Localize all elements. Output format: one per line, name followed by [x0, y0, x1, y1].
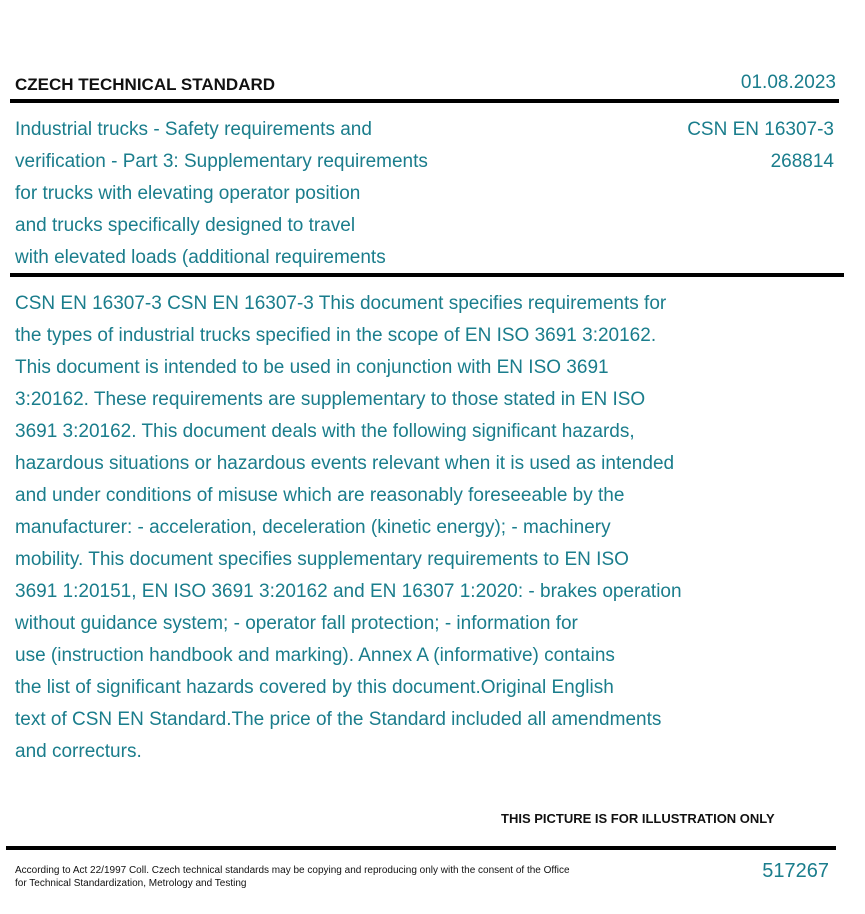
header-divider	[10, 99, 839, 103]
description-line: mobility. This document specifies supplementary requirements to EN ISO	[15, 549, 629, 570]
description-line: hazardous situations or hazardous events relevant when it is used as intended	[15, 453, 675, 474]
document-id: 517267	[762, 860, 829, 882]
title-line: and trucks specifically designed to travel	[15, 215, 356, 236]
description-line: 3:20162. These requirements are supplementary to those stated in EN ISO	[15, 389, 646, 410]
title-line: for trucks with elevating operator position	[15, 183, 361, 204]
description-line: manufacturer: - acceleration, deceleration (kinetic energy); - machinery	[15, 517, 611, 538]
standard-title	[15, 114, 535, 274]
title-line: verification - Part 3: Supplementary requirements	[15, 151, 428, 172]
legal-note	[15, 864, 570, 890]
description-line: without guidance system; - operator fall protection; - information for	[15, 613, 578, 634]
legal-note-line: for Technical Standardization, Metrology and Testing	[15, 878, 247, 889]
description-line: 3691 1:20151, EN ISO 3691 3:20162 and EN 16307 1:2020: - brakes operation	[15, 581, 682, 602]
description-line: use (instruction handbook and marking). Annex A (informative) contains	[15, 645, 615, 666]
title-divider	[10, 273, 844, 277]
illustration-note: THIS PICTURE IS FOR ILLUSTRATION ONLY	[501, 811, 775, 826]
catalog-number: 268814	[770, 151, 834, 172]
standard-description	[15, 288, 815, 768]
description-line: CSN EN 16307-3 CSN EN 16307-3 This document specifies requirements for	[15, 293, 667, 314]
legal-note-line: According to Act 22/1997 Coll. Czech technical standards may be copying and reproducing only with the consent of the Office	[15, 865, 570, 876]
footer-divider	[6, 846, 836, 850]
standard-codes	[687, 114, 834, 178]
description-line: 3691 3:20162. This document deals with the following significant hazards,	[15, 421, 635, 442]
title-line: with elevated loads (additional requirements	[15, 247, 386, 268]
standard-type-label: CZECH TECHNICAL STANDARD	[15, 75, 276, 94]
publication-date: 01.08.2023	[740, 72, 836, 93]
description-line: and correcturs.	[15, 741, 142, 762]
description-line: the list of significant hazards covered by this document.Original English	[15, 677, 614, 698]
description-line: and under conditions of misuse which are reasonably foreseeable by the	[15, 485, 625, 506]
description-line: the types of industrial trucks specified in the scope of EN ISO 3691 3:20162.	[15, 325, 657, 346]
standard-code: CSN EN 16307-3	[687, 119, 834, 140]
description-line: This document is intended to be used in conjunction with EN ISO 3691	[15, 357, 609, 378]
description-line: text of CSN EN Standard.The price of the Standard included all amendments	[15, 709, 662, 730]
title-line: Industrial trucks - Safety requirements and	[15, 119, 372, 140]
